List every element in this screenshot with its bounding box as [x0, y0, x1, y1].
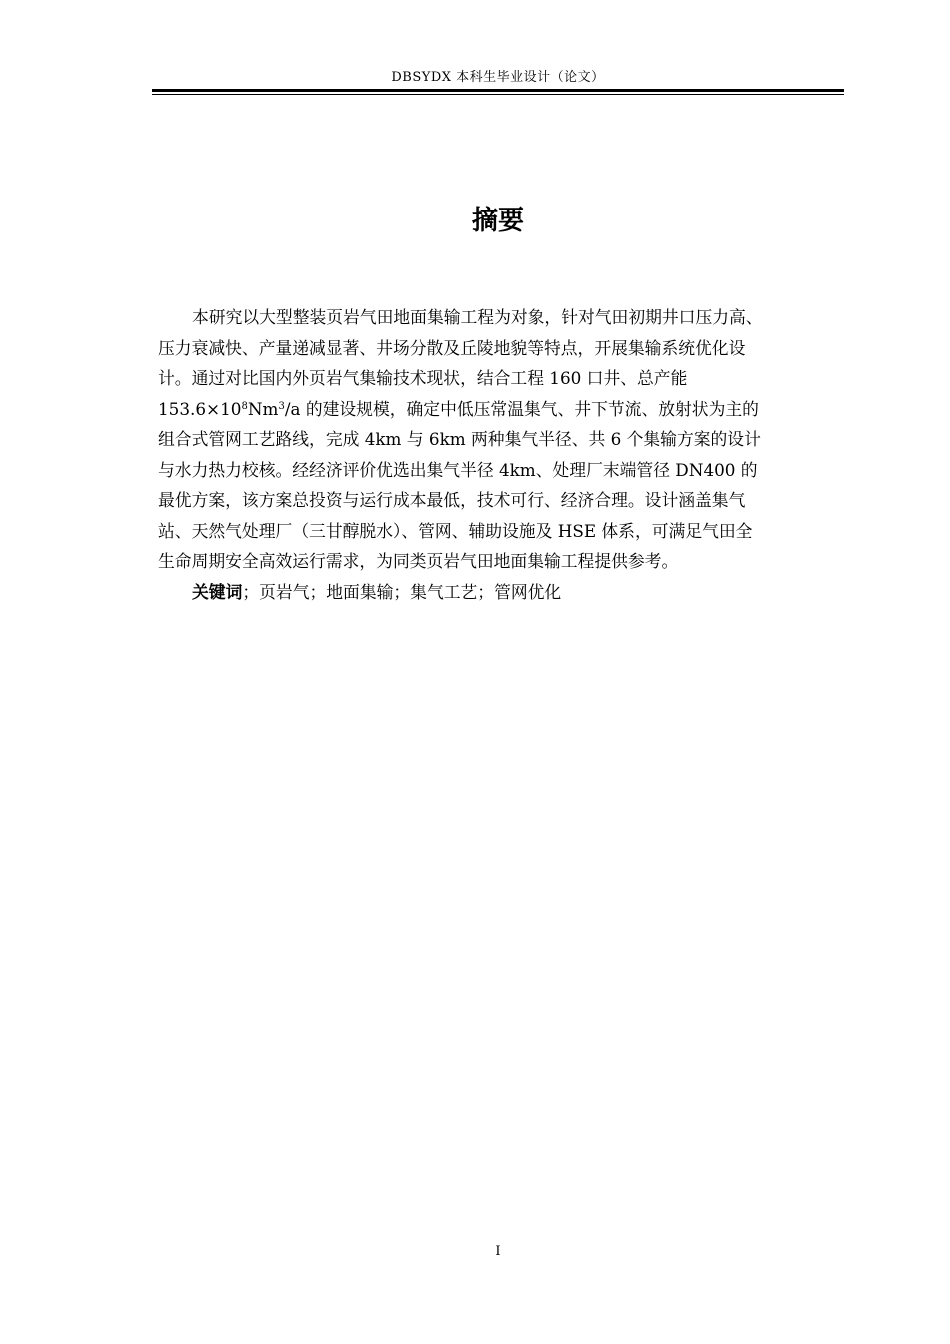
- keywords-label: 关键词: [192, 581, 243, 602]
- header-rule-thin: [152, 94, 844, 95]
- capacity-unit: Nm: [247, 398, 279, 419]
- capacity-unit-exponent: 3: [278, 400, 285, 412]
- abstract-line-4: [158, 394, 838, 425]
- capacity-value: 153.6×10: [158, 398, 242, 419]
- page-header: DBSYDX 本科生毕业设计（论文）: [391, 70, 605, 85]
- abstract-line-6: 与水力热力校核。经经济评价优选出集气半径 4km、处理厂末端管径 DN400 的: [158, 459, 758, 480]
- abstract-line-9: 生命周期安全高效运行需求，为同类页岩气田地面集输工程提供参考。: [158, 551, 679, 571]
- keywords-text: ；页岩气；地面集输；集气工艺；管网优化: [242, 581, 562, 602]
- abstract-title: 摘要: [471, 206, 524, 236]
- abstract-line-7: 最优方案，该方案总投资与运行成本最低，技术可行、经济合理。设计涵盖集气: [158, 490, 746, 510]
- capacity-rest: /a 的建设规模，确定中低压常温集气、井下节流、放射状为主的: [284, 398, 759, 419]
- keywords-line: [158, 577, 838, 608]
- header-rule-thick: [152, 89, 844, 92]
- abstract-body: [158, 302, 838, 607]
- abstract-line-2: 压力衰减快、产量递减显著、井场分散及丘陵地貌等特点，开展集输系统优化设: [158, 337, 746, 358]
- abstract-line-1: 本研究以大型整装页岩气田地面集输工程为对象，针对气田初期井口压力高、: [192, 307, 763, 327]
- capacity-exponent: 8: [241, 400, 248, 412]
- abstract-line-5: 组合式管网工艺路线，完成 4km 与 6km 两种集气半径、共 6 个集输方案的设计: [158, 429, 761, 449]
- page-number: I: [495, 1244, 501, 1259]
- abstract-line-8: 站、天然气处理厂（三甘醇脱水）、管网、辅助设施及 HSE 体系，可满足气田全: [158, 520, 753, 541]
- abstract-line-3: 计。通过对比国内外页岩气集输技术现状，结合工程 160 口井、总产能: [158, 368, 688, 388]
